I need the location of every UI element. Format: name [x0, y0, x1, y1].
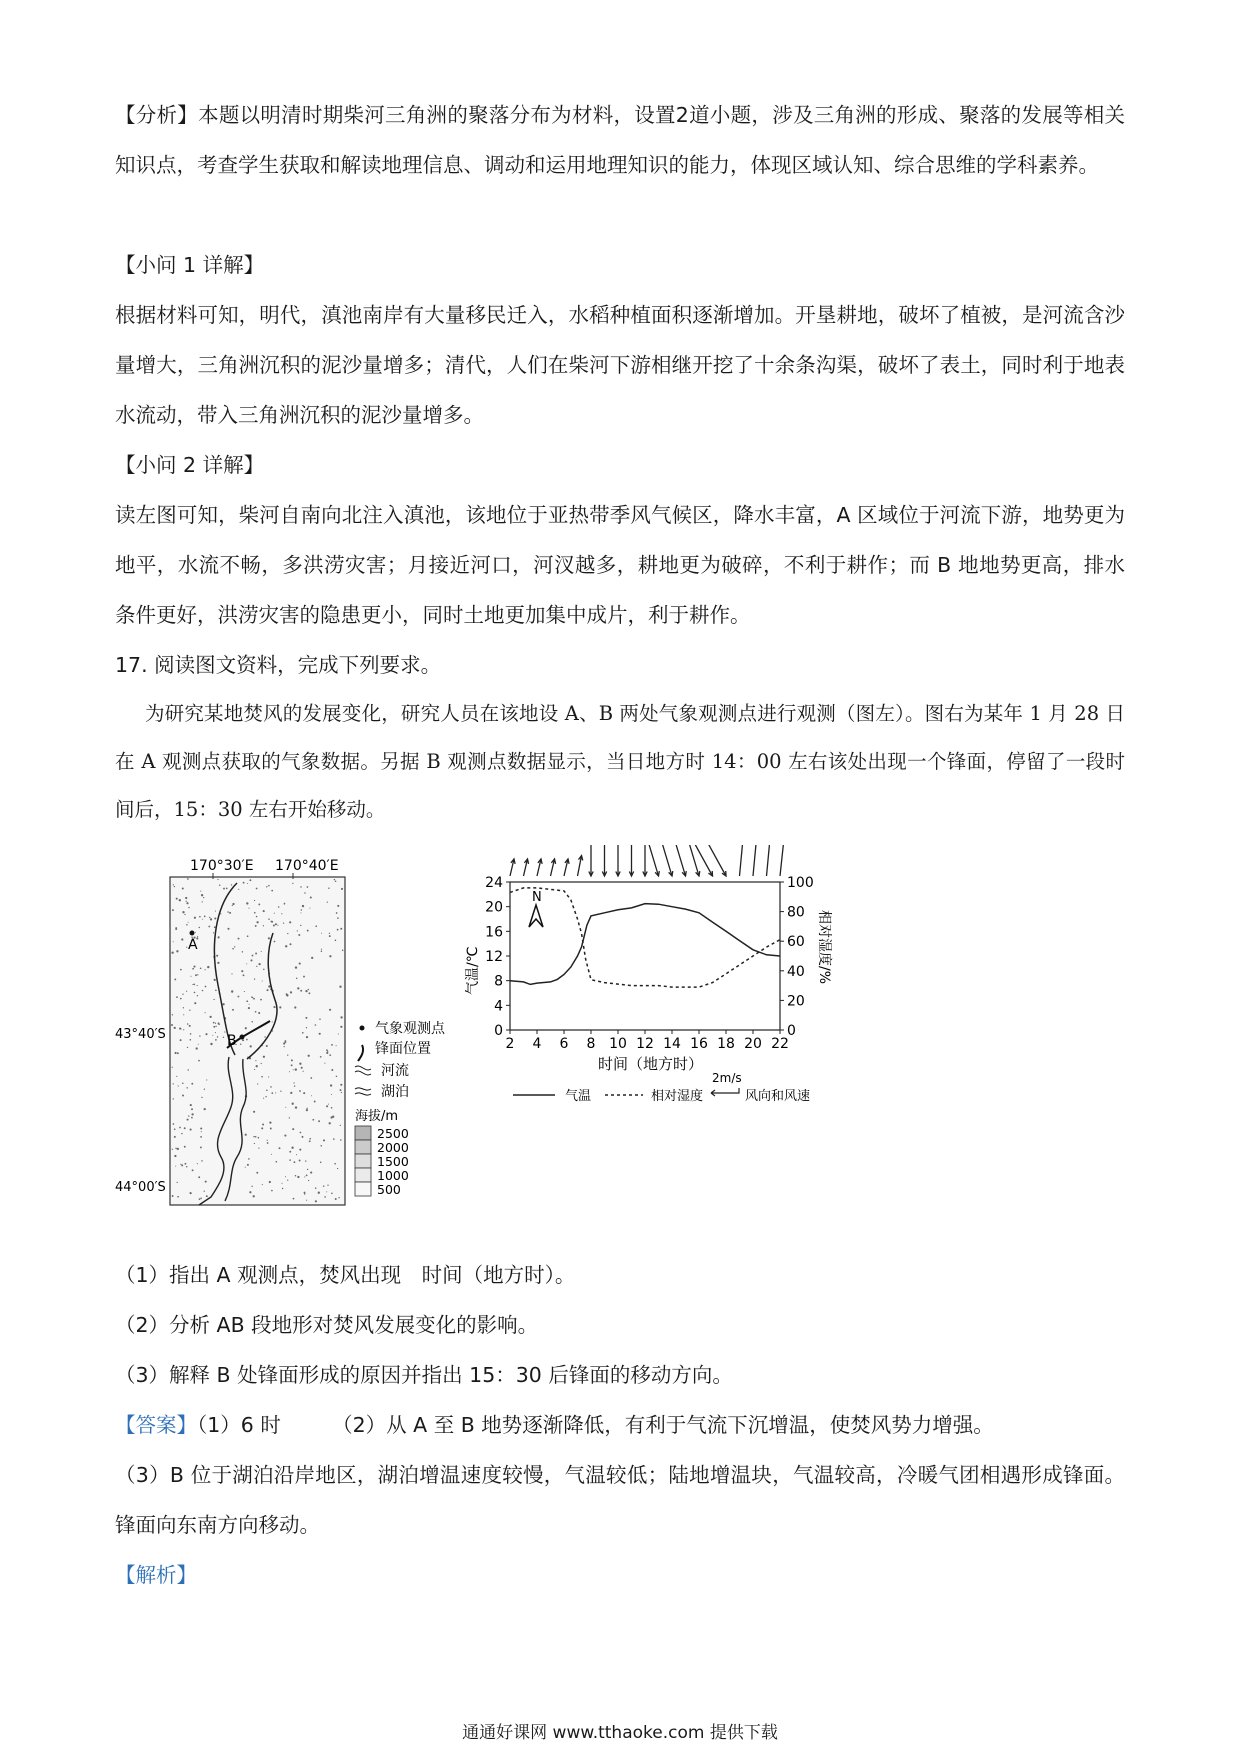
wind-arrow	[629, 845, 633, 876]
north-label: N	[532, 890, 542, 905]
elevation-label: 2500	[377, 1126, 409, 1141]
wind-arrow	[753, 845, 759, 876]
elevation-label: 500	[377, 1182, 401, 1197]
q2-heading: 【小问 2 详解】	[115, 453, 265, 477]
q17-sub1: （1）指出 A 观测点，焚风出现 时间（地方时）。	[115, 1263, 576, 1287]
x-tick-label: 14	[663, 1036, 681, 1052]
elevation-swatch	[355, 1126, 371, 1140]
wind-scale-label: 2m/s	[712, 1071, 742, 1085]
legend-river: 河流	[381, 1063, 409, 1079]
y2-tick-label: 20	[787, 993, 805, 1010]
x-axis-label: 时间（地方时）	[598, 1055, 704, 1073]
wind-arrow	[564, 859, 569, 876]
wind-arrow	[740, 845, 746, 876]
terrain-map	[115, 858, 345, 1205]
elevation-legend	[355, 1126, 409, 1197]
wind-arrow	[661, 845, 686, 876]
x-tick-label: 8	[586, 1036, 596, 1052]
wind-arrow	[643, 845, 647, 876]
analysis-paragraph	[115, 90, 1125, 190]
explanation-label: 【解析】	[115, 1563, 197, 1587]
wind-arrow	[589, 845, 593, 876]
q1-text: 根据材料可知，明代，滇池南岸有大量移民迁入，水稻种植面积逐渐增加。开垦耕地，破坏了植被，是河流含沙量增大，三角洲沉积的泥沙量增多；清代，人们在柴河下游相继开挖了十余条沟渠，破坏了表土，同时利于地表水流动，带入三角洲沉积的泥沙量增多。	[115, 303, 1125, 427]
y-axis-label: 气温/℃	[465, 946, 481, 995]
answer-part2: （2）从 A 至 B 地势逐渐降低，有利于气流下沉增温，使焚风势力增强。	[342, 1413, 994, 1437]
wind-arrow	[602, 845, 606, 876]
x-tick-label: 12	[636, 1036, 654, 1052]
wind-arrow	[510, 859, 515, 876]
y2-tick-label: 0	[787, 1023, 796, 1039]
analysis-text: 本题以明清时期柴河三角洲的聚落分布为材料，设置2道小题，涉及三角洲的形成、聚落的发展等相关知识点，考查学生获取和解读地理信息、调动和运用地理知识的能力，体现区域认知、综合思维的学科素养。	[115, 103, 1126, 177]
footer: 通通好课网 www.tthaoke.com 提供下载	[462, 1723, 778, 1743]
answer-part1: （1）6 时	[197, 1413, 281, 1437]
x-tick-label: 20	[744, 1036, 762, 1052]
lon-left-label: 170°30′E	[190, 858, 254, 874]
q17-number: 17.	[115, 653, 148, 677]
figure	[115, 845, 1125, 1235]
legend-wind: 风向和风速	[745, 1089, 811, 1104]
analysis-label: 【分析】	[115, 103, 199, 127]
wind-arrow	[780, 845, 786, 876]
wind-arrows	[510, 845, 786, 876]
lat-top-label: 43°40′S	[115, 1027, 166, 1042]
q17-prompt: 阅读图文资料，完成下列要求。	[154, 653, 442, 677]
x-tick-label: 4	[532, 1036, 542, 1052]
wind-arrow	[537, 859, 542, 876]
y2-tick-label: 40	[787, 963, 805, 980]
station-a-label: A	[188, 937, 198, 953]
q1-heading: 【小问 1 详解】	[115, 253, 265, 277]
station-b-dot	[240, 1035, 245, 1040]
north-arrow	[529, 905, 543, 927]
legend-lake: 湖泊	[381, 1084, 409, 1100]
elevation-swatch	[355, 1182, 371, 1196]
answer-line	[115, 1400, 1125, 1450]
wind-arrow	[635, 845, 659, 876]
legend-station: 气象观测点	[375, 1021, 445, 1037]
wind-scale-arrow	[711, 1088, 739, 1096]
y-tick-label: 8	[494, 973, 503, 990]
q17-sub3: （3）解释 B 处锋面形成的原因并指出 15：30 后锋面的移动方向。	[115, 1363, 733, 1387]
y2-axis-label: 相对湿度/%	[816, 910, 832, 985]
legend-temperature: 气温	[565, 1089, 592, 1104]
x-axis	[506, 1030, 789, 1052]
map-frame	[170, 877, 345, 1205]
legend-humidity: 相对湿度	[651, 1089, 704, 1104]
lon-right-label: 170°40′E	[275, 858, 339, 874]
wind-arrow	[551, 859, 556, 876]
x-tick-label: 18	[717, 1036, 735, 1052]
station-a-dot	[190, 931, 195, 936]
elevation-label: 2000	[377, 1140, 409, 1155]
y-axis-right	[780, 875, 814, 1039]
y2-tick-label: 100	[787, 875, 814, 891]
q17-line	[115, 640, 1125, 690]
wind-arrow	[578, 856, 583, 876]
x-tick-label: 22	[771, 1036, 789, 1052]
wind-arrow	[692, 845, 726, 876]
station-b-label: B	[227, 1033, 237, 1049]
y-tick-label: 0	[494, 1023, 503, 1039]
answer-label: 【答案】	[115, 1413, 197, 1437]
x-tick-label: 2	[505, 1036, 515, 1052]
wind-arrow	[616, 845, 620, 876]
y-tick-label: 16	[485, 924, 503, 941]
elevation-swatch	[355, 1168, 371, 1182]
y2-tick-label: 60	[787, 934, 805, 951]
q2-text: 读左图可知，柴河自南向北注入滇池，该地位于亚热带季风气候区，降水丰富，A 区域位于河流下游，地势更为地平，水流不畅，多洪涝灾害；月接近河口，河汊越多，耕地更为破碎，不利于耕作；而 B 地地势更高，排水条件更好，洪涝灾害的隐患更小，同时土地更加集中成片，利于耕作。	[115, 503, 1125, 627]
map-legend	[355, 1020, 446, 1197]
y2-tick-label: 80	[787, 904, 805, 921]
temperature-line	[510, 904, 780, 985]
wind-arrow	[648, 845, 673, 876]
elevation-label: 1000	[377, 1168, 409, 1183]
humidity-line	[510, 888, 780, 987]
x-tick-label: 6	[559, 1036, 569, 1052]
q17-material: 为研究某地焚风的发展变化，研究人员在该地设 A、B 两处气象观测点进行观测（图左）。图右为某年 1 月 28 日在 A 观测点获取的气象数据。另据 B 观测点数据显示，当日地方时 14：00 左右该处出现一个锋面，停留了一段时间后，15：30 左右开始移动。	[115, 702, 1125, 821]
legend-elevation-title: 海拔/m	[355, 1109, 399, 1124]
legend-front: 锋面位置	[375, 1041, 431, 1057]
y-axis-left	[485, 875, 510, 1039]
x-tick-label: 16	[690, 1036, 708, 1052]
y-tick-label: 12	[485, 949, 503, 965]
x-tick-label: 10	[609, 1036, 627, 1052]
lat-bottom-label: 44°00′S	[115, 1180, 166, 1195]
y-tick-label: 20	[485, 899, 503, 916]
answer-part3: （3）B 位于湖泊沿岸地区，湖泊增温速度较慢，气温较低；陆地增温块，气温较高，冷暖气团相遇形成锋面。锋面向东南方向移动。	[115, 1463, 1125, 1537]
wind-arrow	[524, 859, 529, 876]
elevation-swatch	[355, 1140, 371, 1154]
elevation-swatch	[355, 1154, 371, 1168]
y-tick-label: 4	[494, 998, 503, 1015]
elevation-label: 1500	[377, 1154, 409, 1169]
q17-sub2: （2）分析 AB 段地形对焚风发展变化的影响。	[115, 1313, 539, 1337]
y-tick-label: 24	[485, 875, 503, 891]
wind-arrow	[767, 845, 773, 876]
weather-chart	[465, 845, 833, 1104]
wind-arrow	[676, 845, 700, 876]
